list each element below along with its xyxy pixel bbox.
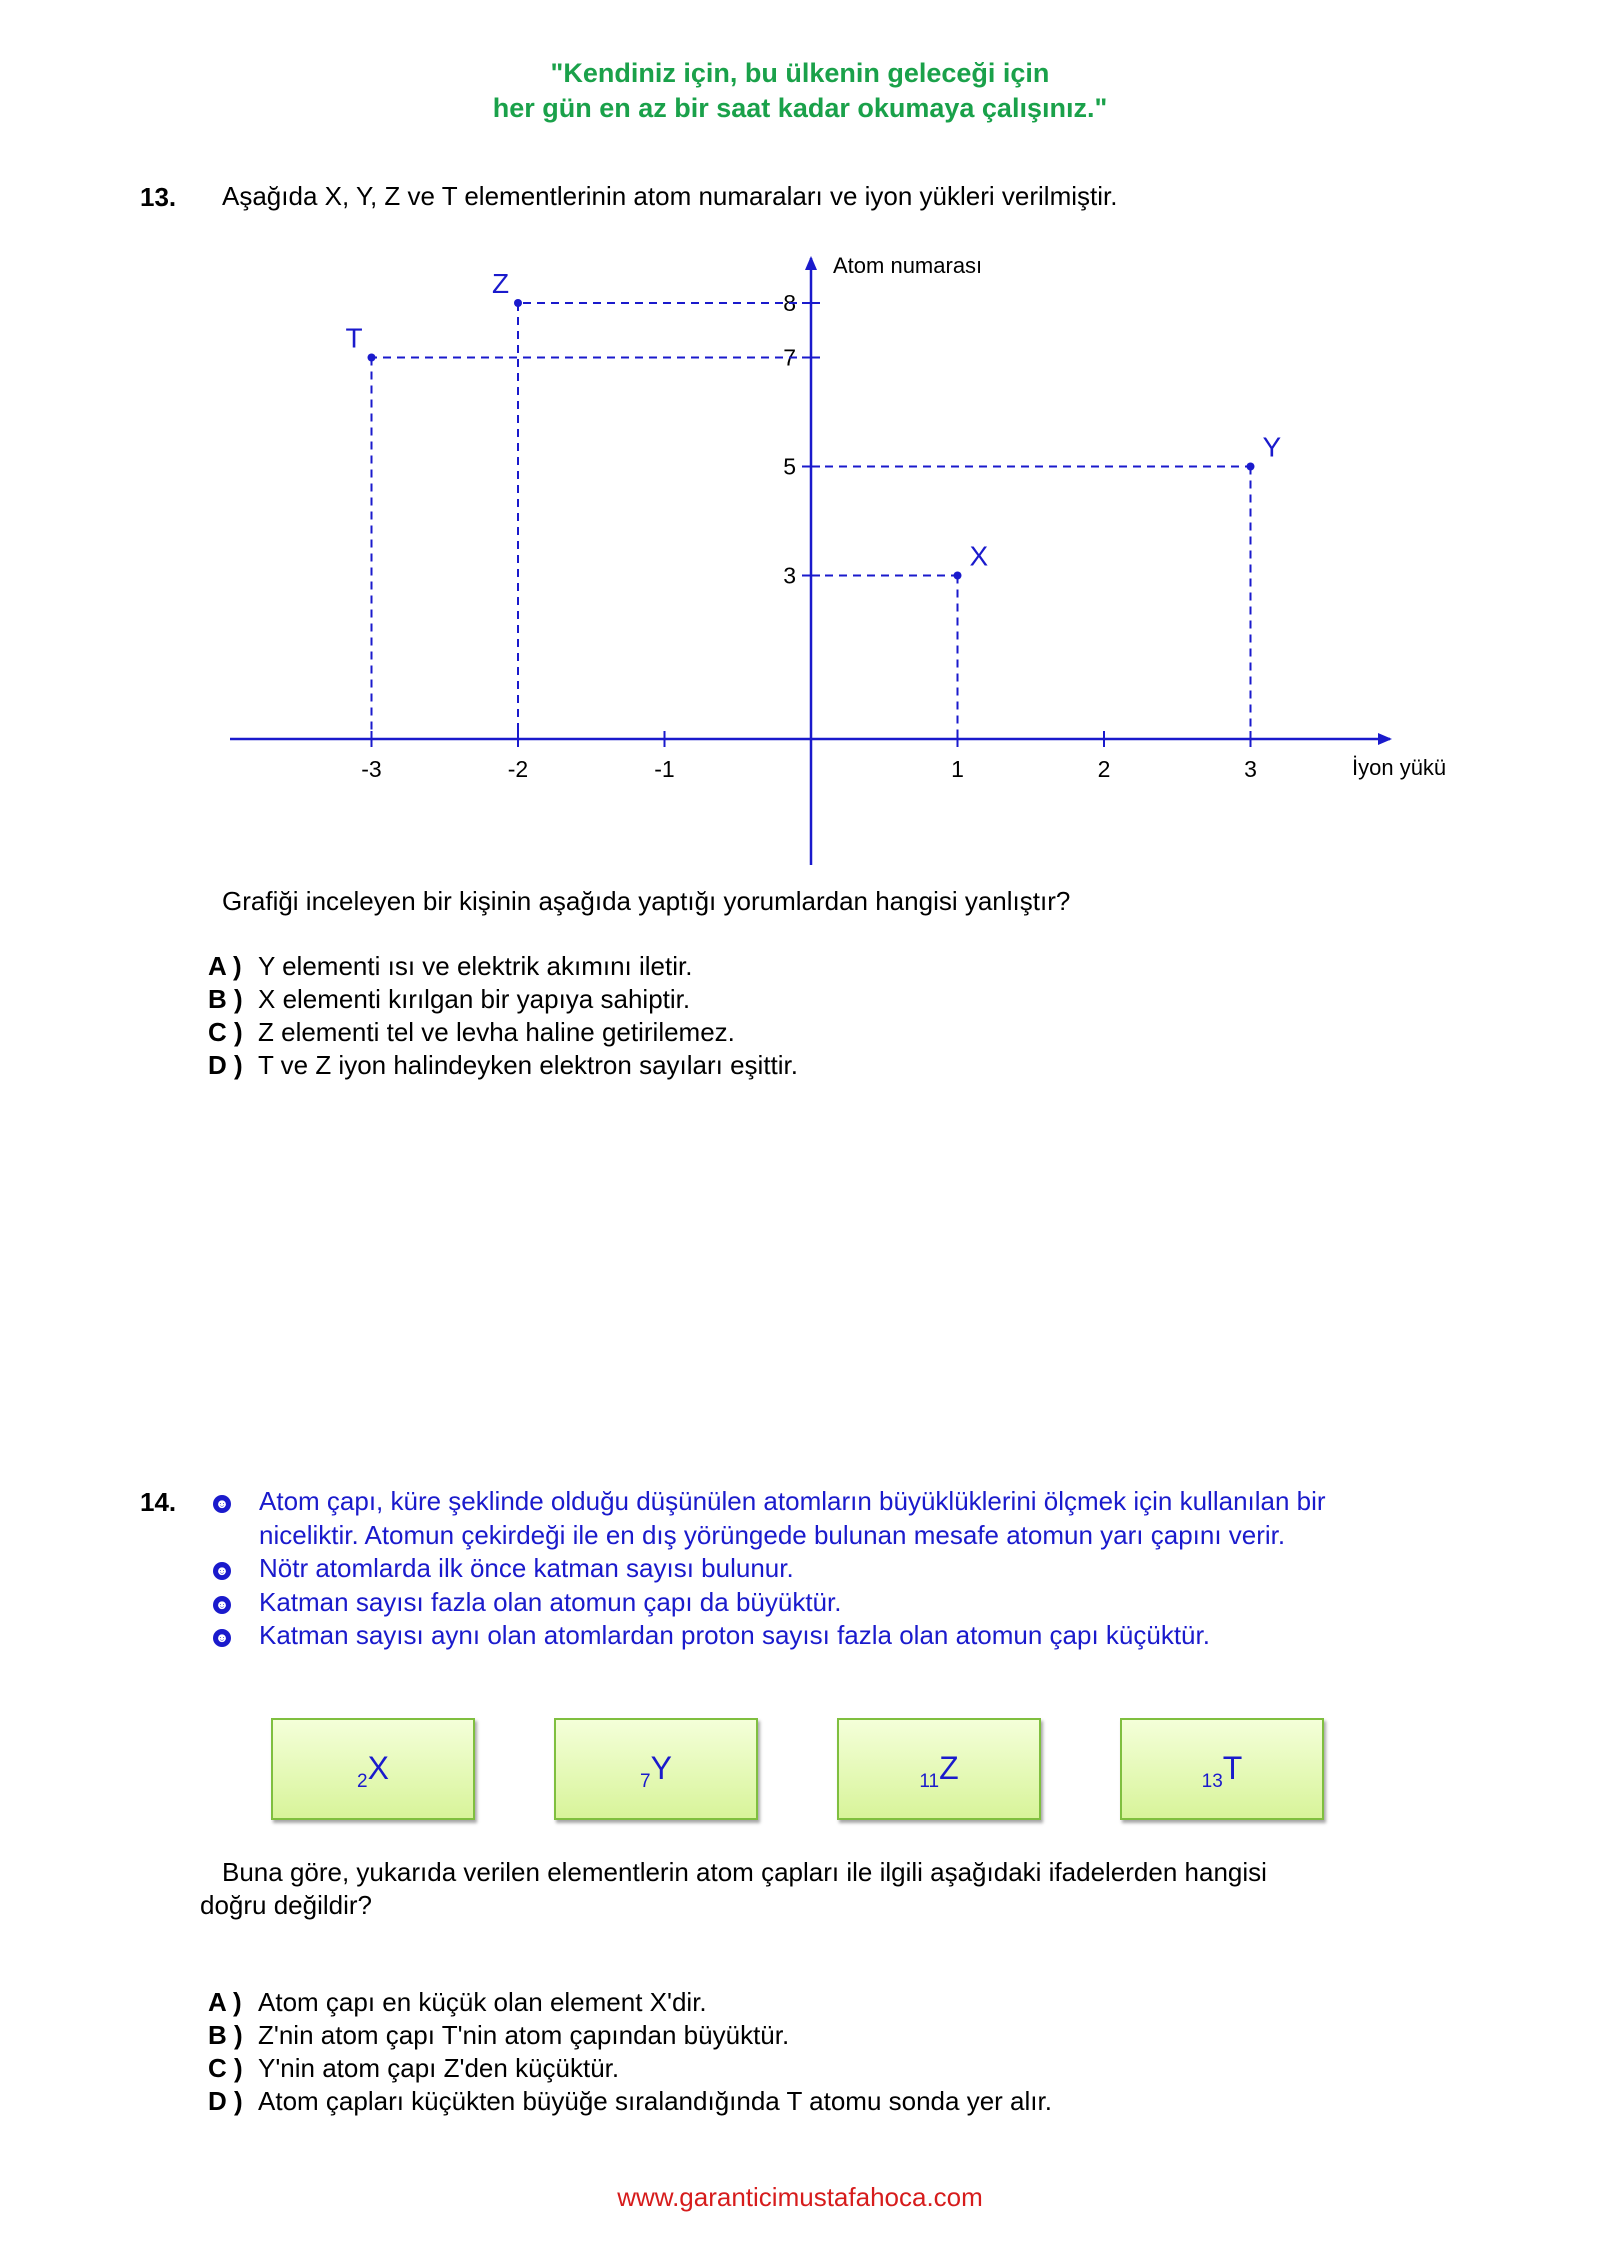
bullet-1-line-2: niceliktir. Atomun çekirdeği ile en dış yörüngede bulunan mesafe atomun yarı çapını verir.: [259, 1520, 1286, 1550]
x-tick-label: 1: [951, 756, 964, 782]
point-x-label: X: [969, 540, 989, 572]
bullet-icon: ☻: [213, 1562, 231, 1580]
q14-option-d[interactable]: D ) Atom çapları küçükten büyüğe sıralandığında T atomu sonda yer alır.: [208, 2086, 1052, 2116]
x-axis-title: İyon yükü: [1352, 755, 1447, 780]
y-tick-label: 3: [783, 562, 796, 589]
question-13-intro: Aşağıda X, Y, Z ve T elementlerinin atom numaraları ve iyon yükleri verilmiştir.: [222, 181, 1118, 211]
y-tick-label: 8: [783, 290, 796, 316]
q14-option-c[interactable]: C ) Y'nin atom çapı Z'den küçüktür.: [208, 2053, 620, 2083]
motto-line-2: her gün en az bir saat kadar okumaya çalışınız.": [492, 93, 1108, 123]
x-tick-label: 3: [1244, 756, 1257, 782]
y-tick-label: 7: [783, 344, 796, 371]
question-13-stem: Grafiği inceleyen bir kişinin aşağıda yaptığı yorumlardan hangisi yanlıştır?: [222, 886, 1071, 916]
x-tick-label: -1: [654, 756, 675, 782]
point-x: [954, 572, 962, 580]
point-t-label: T: [345, 322, 363, 354]
ion-charge-chart: [0, 0, 1600, 880]
bullet-1-line-1: Atom çapı, küre şeklinde olduğu düşünülen atomların büyüklüklerini ölçmek için kullanılan bir: [259, 1486, 1326, 1516]
question-14-stem-line-1: Buna göre, yukarıda verilen elementlerin atom çapları ile ilgili aşağıdaki ifadelerden hangisi: [222, 1857, 1267, 1887]
x-tick-label: -3: [361, 756, 382, 782]
bullet-icon: ☻: [213, 1596, 231, 1614]
question-14-stem-line-2: doğru değildir?: [200, 1890, 373, 1920]
question-14-number: 14.: [140, 1487, 177, 1517]
q14-option-a[interactable]: A ) Atom çapı en küçük olan element X'dir.: [208, 1987, 707, 2017]
y-tick-label: 5: [783, 453, 796, 480]
q13-option-b[interactable]: B ) X elementi kırılgan bir yapıya sahiptir.: [208, 984, 691, 1014]
element-card-y: $_7$Y: [554, 1718, 758, 1820]
q14-option-b[interactable]: B ) Z'nin atom çapı T'nin atom çapından büyüktür.: [208, 2020, 790, 2050]
element-card-z: $_{11}$Z: [837, 1718, 1041, 1820]
point-z-label: Z: [492, 268, 510, 299]
question-13-number: 13.: [140, 182, 177, 212]
q13-option-a[interactable]: A ) Y elementi ısı ve elektrik akımını iletir.: [208, 951, 693, 981]
point-y-label: Y: [1262, 431, 1282, 463]
bullet-3-line-1: Katman sayısı fazla olan atomun çapı da büyüktür.: [259, 1587, 842, 1617]
element-card-t: $_{13}$T: [1120, 1718, 1324, 1820]
point-t: [368, 354, 376, 362]
bullet-icon: ☻: [213, 1629, 231, 1647]
q13-option-d[interactable]: D ) T ve Z iyon halindeyken elektron sayıları eşittir.: [208, 1050, 798, 1080]
bullet-2-line-1: Nötr atomlarda ilk önce katman sayısı bulunur.: [259, 1553, 794, 1583]
point-y: [1247, 463, 1255, 471]
point-z: [514, 299, 522, 307]
element-card-x: $_2$X: [271, 1718, 475, 1820]
bullet-icon: ☻: [213, 1495, 231, 1513]
x-tick-label: -2: [507, 756, 529, 782]
y-axis-title: Atom numarası: [833, 253, 983, 278]
bullet-4-line-1: Katman sayısı aynı olan atomlardan proton sayısı fazla olan atomun çapı küçüktür.: [259, 1620, 1210, 1650]
q13-option-c[interactable]: C ) Z elementi tel ve levha haline getirilemez.: [208, 1017, 735, 1047]
footer-url[interactable]: www.garanticimustafahoca.com: [617, 2182, 983, 2212]
x-tick-label: 2: [1097, 756, 1111, 782]
motto-line-1: "Kendiniz için, bu ülkenin geleceği için: [550, 58, 1050, 88]
